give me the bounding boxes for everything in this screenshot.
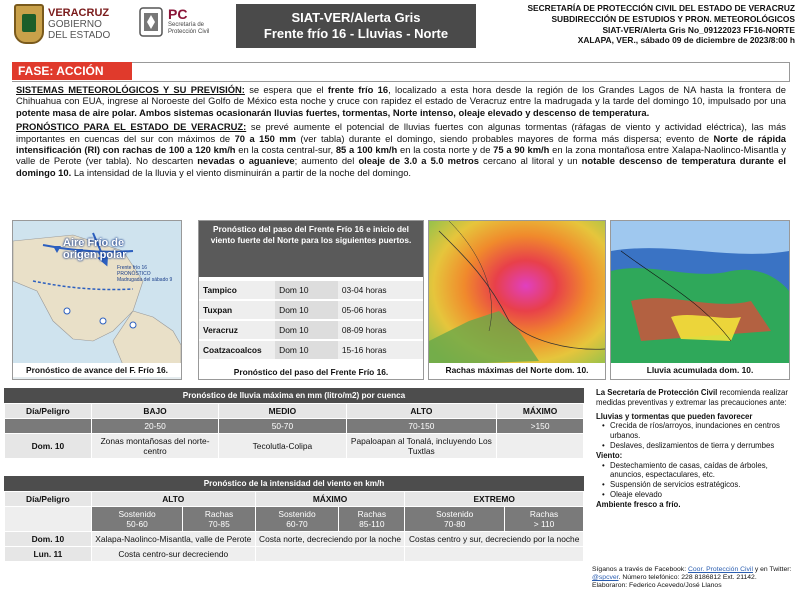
logo-line2: GOBIERNO	[48, 19, 102, 30]
sub-key: Sostenido	[436, 509, 474, 519]
list-item: • Crecida de ríos/arroyos, inundaciones en centros urbanos.	[610, 421, 788, 441]
zone-cell: Xalapa-Naolinco-Misantla, valle de Perote	[91, 532, 255, 547]
p2-i: en la zona montañosa entre Xalapa-Naolinco-Misantla y valle de Perote (ver tabla). No descarten	[16, 144, 786, 167]
issuer-info	[480, 3, 795, 46]
twitter-link[interactable]: @spcver	[592, 574, 619, 581]
port-name: Veracruz	[199, 320, 275, 340]
sub-header	[255, 507, 339, 532]
column-header: MÁXIMO	[255, 492, 405, 507]
column-header: ALTO	[346, 404, 497, 419]
map4-caption: Lluvia acumulada dom. 10.	[611, 363, 789, 377]
wind-grid	[4, 491, 584, 562]
sub-val: 70-80	[444, 519, 466, 529]
p2-d: Norte de rápida intensificación (RI) con rachas de 100 a 120 km/h	[16, 132, 787, 156]
list-item: • Destechamiento de casas, caídas de árboles, anuncios, espectaculares, etc.	[610, 461, 788, 481]
rec-ambiente: Ambiente fresco a frío.	[596, 499, 681, 509]
p1-c: , localizado a esta hora desde la región de los Grandes Lagos de NA hasta la frontera de Chihuahua con EUA, ingrese al Noroeste del Golfo de México esta noche y cruce con rapidez el estado de Veracruz entre la madrugada y la tarde del domingo 10, impulsado por una	[16, 84, 786, 107]
rec-intro-text: recomienda realizar medidas preventivas y extremar las precauciones ante:	[596, 388, 788, 407]
sub-header	[505, 507, 584, 532]
port-name: Coatzacoalcos	[199, 340, 275, 360]
p2-f: 85 a 100 km/h	[335, 144, 398, 156]
column-header: MÁXIMO	[497, 404, 584, 419]
social-b: y en Twitter:	[752, 566, 792, 573]
list-item: • Suspensión de servicios estratégicos.	[610, 480, 788, 490]
port-day: Dom 10	[275, 340, 338, 360]
day-cell: Lun. 11	[5, 547, 92, 562]
column-header: MEDIO	[219, 404, 346, 419]
sub-key: Rachas	[357, 509, 387, 519]
p2-a: se prevé aumente el potencial de lluvias fuertes con algunas tormentas (ráfagas de viento y actividad eléctrica), las más importantes en cuencas del sur con máximos de	[16, 121, 786, 144]
table-row	[5, 547, 584, 562]
rec-rain-list	[596, 421, 788, 450]
issuer-line2: SUBDIRECCIÓN DE ESTUDIOS Y PRON. METEOROLÓGICOS	[551, 13, 795, 24]
sub-key: Rachas	[204, 509, 234, 519]
p2-o: La intensidad de la lluvia y el viento disminuirán a partir de la noche del domingo.	[71, 166, 412, 178]
sub-val: 60-70	[286, 519, 308, 529]
systems-heading: SISTEMAS METEOROLÓGICOS Y SU PREVISIÓN:	[16, 84, 245, 95]
zone-cell: Costa norte, decreciendo por la noche	[255, 532, 405, 547]
sub-val: 70-85	[208, 519, 230, 529]
day-cell: Dom. 10	[5, 434, 92, 459]
sub-header	[405, 507, 505, 532]
p2-b: 70 a 150 mm	[234, 132, 296, 144]
map1-label-origen-polar: origen polar	[63, 249, 127, 261]
wind-gusts-map	[428, 220, 606, 380]
sub-val: 50-60	[126, 519, 148, 529]
recommendations-panel	[592, 386, 792, 564]
sub-key: Sostenido	[118, 509, 156, 519]
p2-m: cercano al litoral y un	[478, 155, 582, 167]
table-row	[199, 300, 423, 320]
shield-icon	[14, 4, 44, 44]
facebook-link[interactable]: Coor. Protección Civil	[687, 566, 753, 573]
rain-table-title: Pronóstico de lluvia máxima en mm (litro/m2) por cuenca	[4, 388, 584, 403]
p2-n: notable descenso de temperatura durante el domingo 10.	[16, 155, 786, 178]
port-name: Tuxpan	[199, 300, 275, 320]
rain-forecast-table	[4, 388, 584, 459]
rec-intro-bold: La Secretaría de Protección Civil	[596, 388, 718, 397]
alert-title-line1: SIAT-VER/Alerta Gris	[291, 10, 421, 25]
zone-cell	[255, 547, 405, 562]
range-cell: 70-150	[346, 419, 497, 434]
alert-title-box	[236, 4, 476, 48]
logo-line1: VERACRUZ	[48, 7, 110, 19]
rec-wind-list	[596, 461, 788, 500]
port-hours: 15-16 horas	[338, 340, 423, 360]
zone-cell	[497, 434, 584, 459]
map1-label-aire-frio: Aire Frío de	[63, 237, 125, 249]
social-c: . Número telefónico: 228 8186812 Ext. 21142. Elaboraron: Federico Acevedo/José Llanos	[592, 574, 757, 589]
column-header: Día/Peligro	[5, 492, 92, 507]
table-row	[199, 281, 423, 300]
port-day: Dom 10	[275, 300, 338, 320]
p2-h2: 75 a 90 km/h	[493, 144, 550, 156]
zone-cell: Papaloapan al Tonalá, incluyendo Los Tuxtlas	[346, 434, 497, 459]
wind-gusts-map-image	[429, 221, 605, 365]
veracruz-government-logo	[14, 4, 114, 44]
social-footer	[592, 566, 792, 590]
wind-forecast-table	[4, 476, 584, 562]
fase-badge: FASE: ACCIÓN	[12, 62, 132, 80]
sub-header	[339, 507, 405, 532]
zone-cell	[405, 547, 584, 562]
table-row	[199, 320, 423, 340]
map3-caption: Rachas máximas del Norte dom. 10.	[429, 363, 605, 377]
sub-header	[183, 507, 255, 532]
rec-wind-heading: Viento:	[596, 450, 623, 460]
sub-key: Sostenido	[278, 509, 316, 519]
social-a: Síganos a través de Facebook:	[592, 566, 688, 573]
port-hours: 03-04 horas	[338, 281, 423, 300]
rec-rain-heading: Lluvias y tormentas que pueden favorecer	[596, 411, 753, 421]
alert-title-line2: Frente frío 16 - Lluvias - Norte	[263, 26, 449, 41]
rain-grid	[4, 403, 584, 459]
paragraph-systems	[16, 84, 786, 118]
map1-front-label3: Madrugada del sábado 9	[117, 277, 173, 283]
front-passage-panel	[198, 220, 424, 380]
column-header: EXTREMO	[405, 492, 584, 507]
header	[0, 0, 800, 56]
rec-intro	[596, 388, 788, 408]
p2-c: (ver tabla) durante el domingo, siendo probables mayores de forma más dispersa; evento de	[295, 132, 714, 144]
range-cell: 50-70	[219, 419, 346, 434]
range-cell: >150	[497, 419, 584, 434]
sub-val: 85-110	[359, 519, 385, 529]
paragraph-forecast	[16, 121, 786, 178]
table-row	[5, 507, 584, 532]
front-passage-title: Pronóstico del paso del Frente Frío 16 e inicio del viento fuerte del Norte para los siguientes puertos.	[199, 221, 423, 277]
front-passage-table	[199, 281, 423, 361]
p1-a: se espera que el	[244, 84, 328, 95]
p1-b: frente frío 16	[327, 84, 389, 95]
pc-emblem-icon	[138, 6, 164, 38]
list-item: • Oleaje elevado	[610, 490, 788, 500]
port-hours: 05-06 horas	[338, 300, 423, 320]
table-row	[199, 340, 423, 360]
table-row	[5, 434, 584, 459]
issuer-line4: XALAPA, VER., sábado 09 de diciembre de 2023/8:00 h	[577, 35, 795, 46]
wind-table-title: Pronóstico de la intensidad del viento en km/h	[4, 476, 584, 491]
p1-d: potente masa de aire polar. Ambos sistemas ocasionarán lluvias fuertes, tormentas, Norte intenso, oleaje elevado y descenso de temperatura.	[16, 106, 650, 118]
table-row	[5, 404, 584, 419]
front-advance-map	[12, 220, 182, 380]
zone-cell: Zonas montañosas del norte-centro	[91, 434, 218, 459]
day-cell: Dom. 10	[5, 532, 92, 547]
port-day: Dom 10	[275, 281, 338, 300]
front-passage-caption: Pronóstico del paso del Frente Frío 16.	[233, 367, 389, 377]
logo-line3: DEL ESTADO	[48, 30, 111, 41]
accumulated-rain-map	[610, 220, 790, 380]
port-name: Tampico	[199, 281, 275, 300]
map1-caption: Pronóstico de avance del F. Frío 16.	[13, 363, 181, 377]
zone-cell: Costa centro-sur decreciendo	[91, 547, 255, 562]
list-item: • Deslaves, deslizamientos de tierra y derrumbes	[610, 441, 788, 451]
accumulated-rain-map-image	[611, 221, 789, 365]
zone-cell: Tecolutla-Colipa	[219, 434, 346, 459]
issuer-line3: SIAT-VER/Alerta Gris No_09122023 FF16-NORTE	[602, 24, 795, 35]
port-hours: 08-09 horas	[338, 320, 423, 340]
p2-g: en la costa norte y de	[397, 144, 494, 156]
sub-val: > 110	[533, 519, 555, 529]
sub-key: Rachas	[529, 509, 559, 519]
column-header: Día/Peligro	[5, 404, 92, 419]
p2-e: en la costa central-sur,	[235, 144, 336, 156]
table-row	[5, 492, 584, 507]
forecast-heading: PRONÓSTICO PARA EL ESTADO DE VERACRUZ:	[16, 121, 247, 133]
pc-sub2: Protección Civil	[168, 29, 210, 35]
bulletin-text	[16, 84, 786, 181]
table-row	[5, 532, 584, 547]
column-header: BAJO	[91, 404, 218, 419]
p2-l: oleaje de 3.0 a 5.0 metros	[358, 155, 479, 167]
p2-j: nevadas o aguanieve	[197, 155, 295, 167]
proteccion-civil-logo	[138, 6, 228, 42]
issuer-line1: SECRETARÍA DE PROTECCIÓN CIVIL DEL ESTADO DE VERACRUZ	[527, 3, 795, 13]
range-cell: 20-50	[91, 419, 218, 434]
column-header: ALTO	[91, 492, 255, 507]
table-row	[5, 419, 584, 434]
pc-sub1: Secretaría de	[168, 22, 205, 28]
sub-header	[91, 507, 183, 532]
map1-front-label: Frente frío 16	[117, 265, 148, 271]
sub-header-empty	[5, 507, 92, 532]
p2-k: ; aumento del	[294, 155, 359, 167]
zone-cell: Costas centro y sur, decreciendo por la noche	[405, 532, 584, 547]
port-day: Dom 10	[275, 320, 338, 340]
map1-front-label2: PRONÓSTICO	[117, 271, 151, 277]
range-cell-empty	[5, 419, 92, 434]
pc-title: PC	[168, 6, 188, 22]
